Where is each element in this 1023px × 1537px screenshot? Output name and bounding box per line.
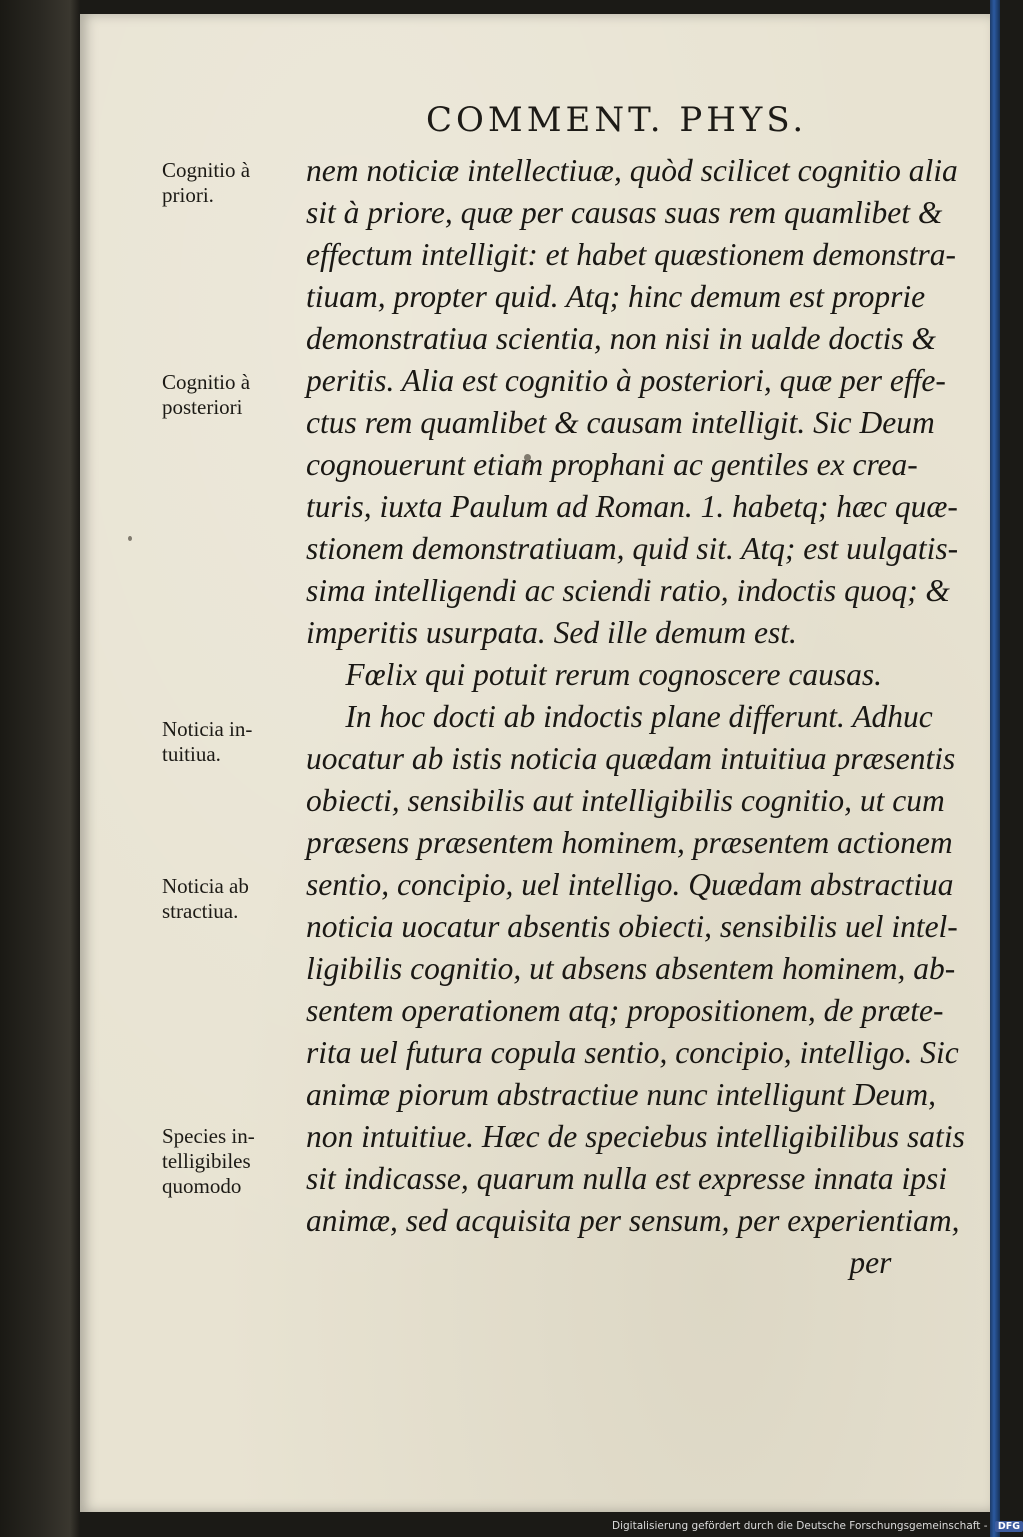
funding-footer bbox=[612, 1520, 1023, 1532]
color-calibration-strip bbox=[990, 0, 1000, 1537]
text-line: noticia uocatur absentis obiecti, sensibilis uel intel- bbox=[306, 909, 958, 944]
text-line: obiecti, sensibilis aut intelligibilis cognitio, ut cum bbox=[306, 783, 945, 818]
text-line: turis, iuxta Paulum ad Roman. 1. habetq; hæc quæ- bbox=[306, 489, 958, 524]
marginal-note-line: telligibiles bbox=[162, 1149, 251, 1173]
text-line: rita uel futura copula sentio, concipio, intelligo. Sic bbox=[306, 1035, 959, 1070]
marginal-note-species-intelligibiles bbox=[162, 1124, 255, 1199]
marginal-note-line: priori. bbox=[162, 183, 214, 207]
text-line: præsens præsentem hominem, præsentem actionem bbox=[306, 825, 953, 860]
text-line: tiuam, propter quid. Atq; hinc demum est proprie bbox=[306, 279, 926, 314]
marginal-note-line: Noticia ab bbox=[162, 874, 249, 898]
text-line: sima intelligendi ac sciendi ratio, indoctis quoq; & bbox=[306, 573, 950, 608]
text-line: animæ piorum abstractiue nunc intelligunt Deum, bbox=[306, 1077, 936, 1112]
marginal-note-line: tuitiua. bbox=[162, 742, 221, 766]
text-line: Fœlix qui potuit rerum cognoscere causas. bbox=[306, 657, 882, 692]
marginal-note-cognitio-posteriori bbox=[162, 370, 250, 420]
text-line: uocatur ab istis noticia quædam intuitiua præsentis bbox=[306, 741, 956, 776]
marginal-note-cognitio-priori bbox=[162, 158, 250, 208]
marginal-note-noticia-abstractiua bbox=[162, 874, 249, 924]
text-line: sentio, concipio, uel intelligo. Quædam abstractiua bbox=[306, 867, 954, 902]
text-line: cognouerunt etiam prophani ac gentiles ex crea- bbox=[306, 447, 918, 482]
marginal-note-line: quomodo bbox=[162, 1174, 242, 1198]
text-line: peritis. Alia est cognitio à posteriori, quæ per effe- bbox=[306, 363, 946, 398]
text-line: demonstratiua scientia, non nisi in ualde doctis & bbox=[306, 321, 936, 356]
text-line: sentem operationem atq; propositionem, de præte- bbox=[306, 993, 944, 1028]
footer-text: Digitalisierung gefördert durch die Deutsche Forschungsgemeinschaft - bbox=[612, 1520, 988, 1532]
body-text bbox=[306, 150, 966, 1284]
text-line: nem noticiæ intellectiuæ, quòd scilicet cognitio alia bbox=[306, 153, 958, 188]
text-line: effectum intelligit: et habet quæstionem demonstra- bbox=[306, 237, 957, 272]
text-line: imperitis usurpata. Sed ille demum est. bbox=[306, 615, 797, 650]
marginal-note-line: posteriori bbox=[162, 395, 243, 419]
text-line: sit indicasse, quarum nulla est expresse innata ipsi bbox=[306, 1161, 948, 1196]
dfg-logo-icon: DFG bbox=[995, 1521, 1023, 1532]
marginal-note-line: stractiua. bbox=[162, 899, 239, 923]
text-line: sit à priore, quæ per causas suas rem quamlibet & bbox=[306, 195, 943, 230]
text-line: non intuitiue. Hæc de speciebus intelligibilibus satis bbox=[306, 1119, 965, 1154]
ink-blemish bbox=[128, 536, 132, 541]
marginal-note-line: Species in- bbox=[162, 1124, 255, 1148]
text-line: ctus rem quamlibet & causam intelligit. Sic Deum bbox=[306, 405, 935, 440]
running-head: COMMENT. PHYS. bbox=[426, 100, 808, 140]
text-line: animæ, sed acquisita per sensum, per experientiam, bbox=[306, 1203, 960, 1238]
marginal-note-line: Cognitio à bbox=[162, 370, 251, 394]
text-line: ligibilis cognitio, ut absens absentem hominem, ab- bbox=[306, 951, 956, 986]
catchword: per bbox=[306, 1245, 892, 1280]
marginal-note-line: Cognitio à bbox=[162, 158, 251, 182]
text-line: In hoc docti ab indoctis plane differunt. Adhuc bbox=[306, 699, 933, 734]
text-line: stionem demonstratiuam, quid sit. Atq; est uulgatis- bbox=[306, 531, 959, 566]
marginal-note-line: Noticia in- bbox=[162, 717, 253, 741]
marginal-note-noticia-intuitiua bbox=[162, 717, 252, 767]
